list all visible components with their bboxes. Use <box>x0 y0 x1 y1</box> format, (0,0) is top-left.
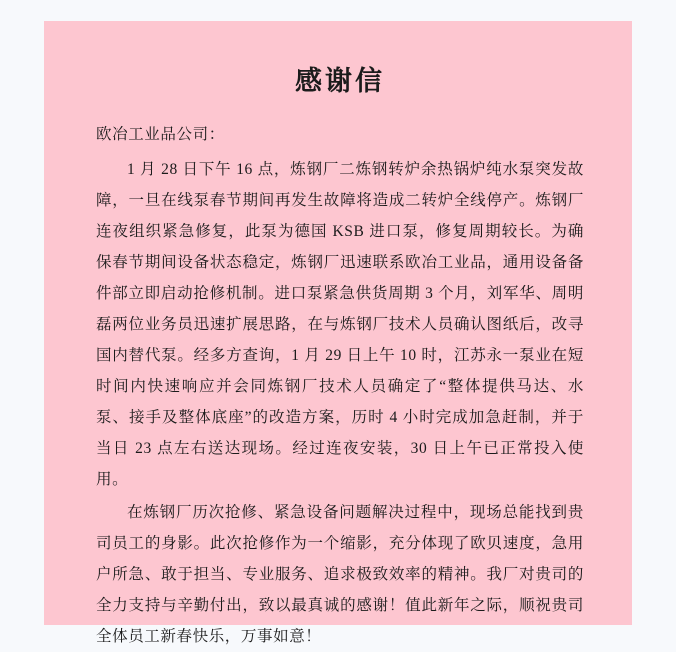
letter-page <box>44 21 632 646</box>
page-title: 感谢信 <box>295 66 385 96</box>
body-paragraph-1: 1 月 28 日下午 16 点，炼钢厂二炼钢转炉余热锅炉纯水泵突发故障，一旦在线泵春节期间再发生故障将造成二转炉全线停产。炼钢厂连夜组织紧急修复，此泵为德国 KSB 进口泵，修复周期较长。为确保春节期间设备状态稳定，炼钢厂迅速联系欧冶工业品，通用设备备件部立即启动抢修机制。进口泵紧急供货周期 3 个月，刘军华、周明磊两位业务员迅速扩展思路，在与炼钢厂技术人员确认图纸后，改寻国内替代泵。经多方查询，1 月 29 日上午 10 时，江苏永一泵业在短时间内快速响应并会同炼钢厂技术人员确定了“整体提供马达、水泵、接手及整体底座”的改造方案，历时 4 小时完成加急赶制，并于当日 23 点左右送达现场。经过连夜安装，30 日上午已正常投入使用。 <box>96 161 584 489</box>
salutation: 欧冶工业品公司： <box>96 126 225 144</box>
body-paragraph-2: 在炼钢厂历次抢修、紧急设备问题解决过程中，现场总能找到贵司员工的身影。此次抢修作为一个缩影，充分体现了欧贝速度，急用户所急、敢于担当、专业服务、追求极致效率的精神。我厂对贵司的全力支持与辛勤付出，致以最真诚的感谢！值此新年之际，顺祝贵司全体员工新春快乐，万事如意！ <box>96 504 584 646</box>
letter-sheet <box>44 21 632 646</box>
